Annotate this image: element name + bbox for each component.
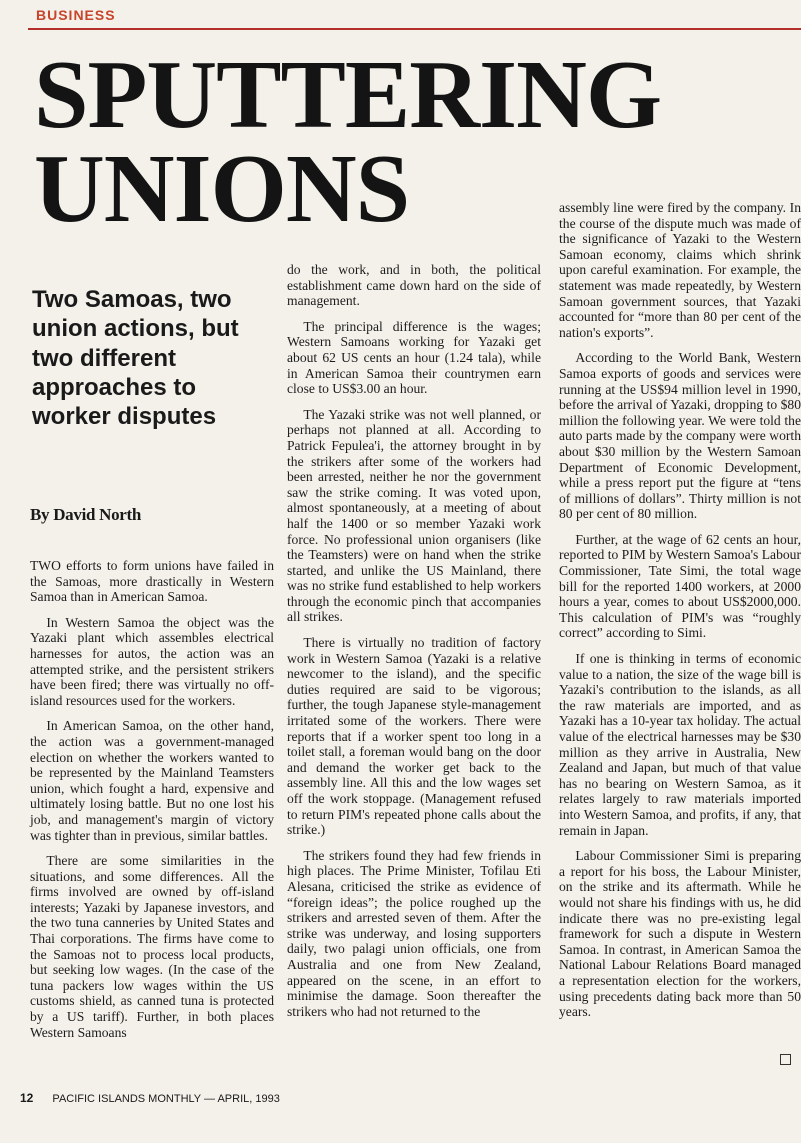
- publication-info: PACIFIC ISLANDS MONTHLY — APRIL, 1993: [52, 1093, 280, 1105]
- paragraph: According to the World Bank, Western Samoa exports of goods and services were running at the US$94 million level in 1990, before the arrival of Yazaki, dropping to $80 million the following year. We were told the auto parts made by the company were worth about $30 million by the Western Samoan Department of Economic Development, while a press report put the figure at “tens of millions of dollars”. Thirty million is not 80 per cent of 80 million.: [559, 350, 801, 522]
- paragraph: The Yazaki strike was not well planned, or perhaps not planned at all. According to Patrick Fepulea'i, the attorney brought in by the strikers after some of the workers had been arrested, neither he nor the government saw the strike coming. It was voted upon, almost spontaneously, at a meeting of about half the 1400 or so member Yazaki work force. No professional union organisers (like the Teamsters) were on hand when the strike started, and unlike the US Mainland, there was no strike fund established to help workers through the economic pinch that accompanies all strikes.: [287, 406, 541, 625]
- paragraph: do the work, and in both, the political establishment came down hard on the side of management.: [287, 262, 541, 309]
- page-number: 12: [20, 1091, 34, 1105]
- paragraph: In Western Samoa the object was the Yazaki plant which assembles electrical harnesses for autos, the action was an attempted strike, and the persistent strikers have been fired; there was virtually no off-island resources used for the workers.: [30, 614, 274, 708]
- headline-line-2: UNIONS: [34, 135, 410, 244]
- deck-subheadline: Two Samoas, two union actions, but two different approaches to worker disputes: [32, 286, 239, 431]
- headline-line-1: SPUTTERING: [34, 41, 662, 149]
- paragraph: assembly line were fired by the company. In the course of the dispute much was made of the significance of Yazaki to the Western Samoan economy, claims which shrink upon careful examination. For example, the statement was made repeatedly, by Western Samoan government sources, that Yazaki accounted for “more than 80 per cent of the nation's exports”.: [559, 200, 801, 340]
- article-column-3: [559, 200, 801, 1020]
- paragraph: There is virtually no tradition of factory work in Western Samoa (Yazaki is a relative newcomer to the island), and the specific duties required are said to be vigorous; further, the tough Japanese style-management irritated some of the workers. There were reports that if a worker spent too long in a toilet stall, a foreman would bang on the door and demand the worker get back to the assembly line. All this and the low wages set off the work stoppage. (Management refused to return PIM's repeated phone calls about the strike.): [287, 635, 541, 838]
- paragraph: The principal difference is the wages; Western Samoans working for Yazaki get about 62 US cents an hour (1.24 tala), while in American Samoa their countrymen earn close to US$3.00 an hour.: [287, 318, 541, 397]
- section-label: BUSINESS: [36, 7, 116, 23]
- paragraph: There are some similarities in the situations, and some differences. All the firms involved are owned by off-island interests; Yazaki by Japanese investors, and the two tuna canneries by United States and Thai corporations. The firms have come to the Samoas not to process local products, but seeking low wages. (In the case of the tuna packers low wages within the US customs shield, as canned tuna is protected by a US tariff). Further, in both places Western Samoans: [30, 853, 274, 1040]
- end-of-article-square-icon: [780, 1054, 791, 1065]
- paragraph: The strikers found they had few friends in high places. The Prime Minister, Tofilau Eti Alesana, criticised the strike as evidence of “foreign ideas”; the police roughed up the strikers and arrested seven of them. After the strike was underway, and losing supporters daily, two palagi union officials, one from Australia and one from New Zealand, appeared on the scene, in an effort to minimise the damage. Soon thereafter the strikers who had not returned to the: [287, 847, 541, 1019]
- article-column-1: [30, 558, 274, 1040]
- paragraph: Further, at the wage of 62 cents an hour, reported to PIM by Western Samoa's Labour Commissioner, Tate Simi, the total wage bill for the reported 1400 workers, at 2000 hours a year, comes to about US$2000,000. This calculation of PIM's was “roughly correct” according to Simi.: [559, 531, 801, 641]
- paragraph: If one is thinking in terms of economic value to a nation, the size of the wage bill is Yazaki's contribution to the islands, as all the raw materials are imported, and as Yazaki has a 10-year tax holiday. The actual value of the electrical harnesses may be $30 million as they arrive in Australia, New Zealand and Japan, but much of that value has no bearing on Western Samoa, as it relates largely to raw materials imported into Western Samoa, and profits, if any, that remain in Japan.: [559, 651, 801, 838]
- header-rule: [28, 28, 801, 30]
- paragraph: TWO efforts to form unions have failed in the Samoas, more drastically in Western Samoa than in American Samoa.: [30, 558, 274, 605]
- byline: By David North: [30, 505, 142, 524]
- paragraph: In American Samoa, on the other hand, the action was a government-managed election on whether the workers wanted to be represented by the Mainland Teamsters union, which fought a hard, expensive and ultimately losing battle. But no one lost his job, and management's margin of victory was tighter than in previous, similar battles.: [30, 718, 274, 843]
- page-footer: [20, 1091, 280, 1105]
- paragraph: Labour Commissioner Simi is preparing a report for his boss, the Labour Minister, on the strike and its aftermath. While he would not share his findings with us, he did indicate there was no pre-existing legal framework for such a dispute in Western Samoa. In contrast, in American Samoa the National Labour Relations Board managed a representation election for the workers, using precedents dating back more than 50 years.: [559, 848, 801, 1020]
- article-column-2: [287, 262, 541, 1019]
